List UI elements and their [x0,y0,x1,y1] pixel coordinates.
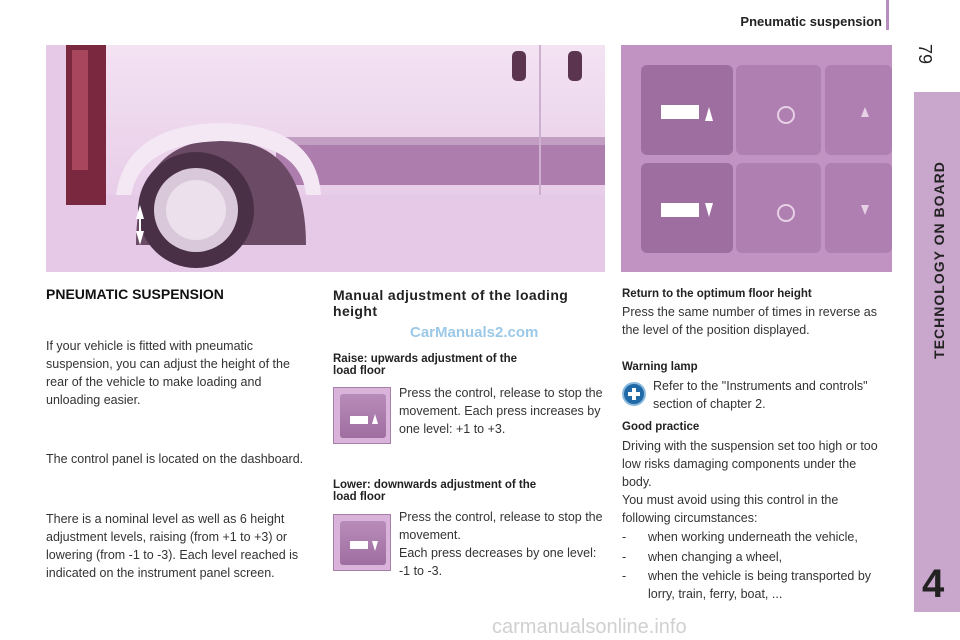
page-number: 79 [915,43,935,65]
chapter-number: 4 [922,562,945,606]
running-header: Pneumatic suspension [740,14,882,29]
bullet-dash: - [622,550,627,564]
lower-instructions-2: Each press decreases by one level: -1 to -3. [399,546,597,578]
bullet-item: when working underneath the vehicle, [648,530,858,544]
raise-button-icon [333,387,391,444]
warning-lamp-heading: Warning lamp [622,361,698,373]
lower-instructions-1: Press the control, release to stop the movement. [399,510,603,542]
warning-lamp-paragraph: Refer to the "Instruments and controls" section of chapter 2. [653,379,868,411]
return-heading: Return to the optimum floor height [622,288,812,300]
location-paragraph: The control panel is located on the dashboard. [46,452,304,466]
bullet-item: when the vehicle is being transported by lorry, train, ferry, boat, ... [648,569,872,601]
raise-heading: Raise: upwards adjustment of the load floor [333,353,518,377]
footer-watermark: carmanualsonline.info [492,616,687,638]
info-plus-icon [622,382,646,406]
header-rule [886,0,889,30]
intro-paragraph: If your vehicle is fitted with pneumatic suspension, you can adjust the height of the rear of the vehicle to make loading and unloading easier. [46,339,290,407]
van-rear-photo [46,45,605,272]
chapter-tab-label: TECHNOLOGY ON BOARD [931,161,947,359]
lower-button-icon [333,514,391,571]
return-paragraph: Press the same number of times in reverse as the level of the position displayed. [622,305,877,337]
raise-instructions: Press the control, release to stop the movement. Each press increases by one level: +1 to +3. [399,386,603,436]
bullet-item: when changing a wheel, [648,550,783,564]
site-watermark: CarManuals2.com [410,324,539,341]
section-heading: PNEUMATIC SUSPENSION [46,286,224,302]
levels-paragraph: There is a nominal level as well as 6 height adjustment levels, raising (from +1 to +3) or lowering (from -1 to -3). Each level reached is indicated on the instrument panel screen. [46,512,299,580]
bullet-dash: - [622,569,627,583]
good-practice-heading: Good practice [622,421,700,433]
lower-heading: Lower: downwards adjustment of the load floor [333,479,537,503]
good-practice-paragraph-2: You must avoid using this control in the following circumstances: [622,493,839,525]
bullet-dash: - [622,530,627,544]
chapter-tab [914,92,960,612]
manual-adjustment-heading: Manual adjustment of the loading height [333,287,569,319]
control-panel-photo [621,45,892,272]
good-practice-paragraph-1: Driving with the suspension set too high or too low risks damaging components under the body. [622,439,878,489]
